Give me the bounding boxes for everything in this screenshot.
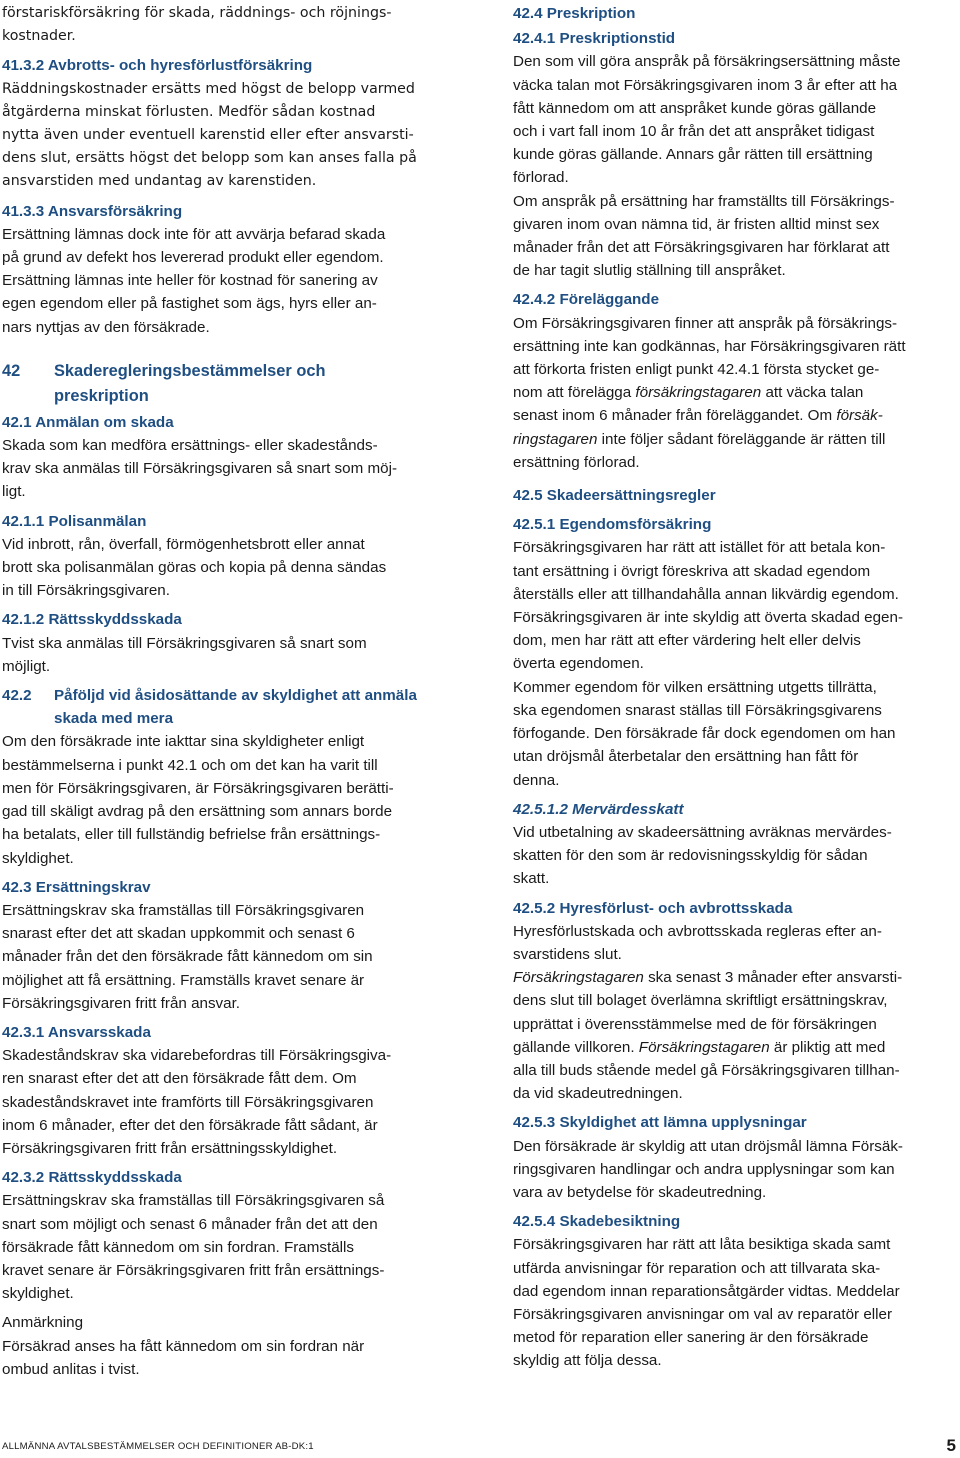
text-line: Försäkrad anses ha fått kännedom om sin fordran när xyxy=(2,1337,365,1355)
text-line: Tvist ska anmälas till Försäkringsgivaren så snart som xyxy=(2,634,367,652)
section-heading-42 xyxy=(2,359,452,409)
text-line: Ersättning lämnas dock inte för att avvärja befarad skada xyxy=(2,225,386,243)
text-line: ha betalats, eller till fullständig befrielse från ersättnings- xyxy=(2,826,381,844)
text-fragment: inte följer sådant föreläggande är rätten till xyxy=(597,430,886,448)
heading-42-5-2: 42.5.2 Hyresförlust- och avbrottsskada xyxy=(513,899,793,917)
heading-41-3-2: 41.3.2 Avbrotts- och hyresförlustförsäkring xyxy=(2,57,313,75)
text-line: och i vart fall inom 10 år från det att anspråket tidigast xyxy=(513,123,875,141)
text-line: nytta även under eventuell karenstid eller efter ansvarsti- xyxy=(2,127,414,144)
text-line: in till Försäkringsgivaren. xyxy=(2,582,170,600)
section-title xyxy=(54,359,325,409)
text-line: Försäkringsgivaren har rätt att låta besiktiga skada samt xyxy=(513,1236,891,1254)
text-line: Om Försäkringsgivaren finner att anspråk på försäkrings- xyxy=(513,314,898,332)
text-line: svarstidens slut. xyxy=(513,945,622,963)
text-line: skyldighet. xyxy=(2,1285,74,1303)
text-line: krav ska anmälas till Försäkringsgivaren så snart som möj- xyxy=(2,460,398,478)
text-line: ombud anlitas i tvist. xyxy=(2,1360,140,1378)
heading-42-5: 42.5 Skadeersättningsregler xyxy=(513,487,716,505)
title-line: Skaderegleringsbestämmelser och xyxy=(54,361,326,380)
text-line: Ersättning lämnas inte heller för kostnad för sanering av xyxy=(2,272,378,290)
paragraph xyxy=(2,1189,452,1305)
page-number: 5 xyxy=(946,1436,956,1455)
text-line: vara av betydelse för skadeutredning. xyxy=(513,1183,767,1201)
text-line: fått kännedom om att anspråket kunde göras gällande xyxy=(513,99,877,117)
heading-42-5-1: 42.5.1 Egendomsförsäkring xyxy=(513,516,712,534)
title-line: preskription xyxy=(54,386,149,405)
paragraph xyxy=(2,730,452,869)
paragraph xyxy=(513,920,958,966)
text-line: möjlighet att få ersättning. Framställs kravet senare är xyxy=(2,971,365,989)
text-line: nars nyttjas av den försäkrade. xyxy=(2,318,210,336)
text-line: Vid inbrott, rån, överfall, förmögenhetsbrott eller annat xyxy=(2,535,365,553)
text-line: Hyresförlustskada och avbrottsskada regleras efter an- xyxy=(513,922,882,940)
left-column xyxy=(2,2,452,1381)
paragraph xyxy=(513,966,958,1105)
heading-42-4-1: 42.4.1 Preskriptionstid xyxy=(513,30,676,48)
italic-term: försäkringstagaren xyxy=(635,384,762,402)
heading-42-5-3: 42.5.3 Skyldighet att lämna upplysningar xyxy=(513,1114,807,1132)
text-line: månader från det den försäkrade fått kännedom om sin xyxy=(2,948,373,966)
paragraph xyxy=(2,2,452,48)
italic-term: försäk- xyxy=(836,407,883,425)
text-line: dens slut, ersätts högst det belopp som kan anses falla på xyxy=(2,150,417,167)
heading-42-3-2: 42.3.2 Rättsskyddsskada xyxy=(2,1169,182,1187)
text-line: ren snarast efter det att den försäkrade fått dem. Om xyxy=(2,1070,357,1088)
paragraph xyxy=(2,899,452,1015)
paragraph xyxy=(2,269,452,339)
text-line: upprättat i överensstämmelse med de för försäkringen xyxy=(513,1015,877,1033)
text-line: månader från det att Försäkringsgivaren har förklarat att xyxy=(513,239,890,257)
note-label: Anmärkning xyxy=(2,1314,84,1332)
text-line: försäkrade fått kännedom om sin fordran. Framställs xyxy=(2,1238,354,1256)
text-line: ansvarstiden med undantag av karenstiden. xyxy=(2,173,317,190)
text-line: Ersättningskrav ska framställas till Försäkringsgivaren så xyxy=(2,1192,385,1210)
heading-42-4-2: 42.4.2 Föreläggande xyxy=(513,291,660,309)
text-fragment: senast inom 6 månader från föreläggandet. Om xyxy=(513,407,837,425)
text-line: skyldig att följa dessa. xyxy=(513,1352,662,1370)
text-line: möjligt. xyxy=(2,657,51,675)
paragraph xyxy=(513,190,958,283)
text-line: Om anspråk på ersättning har framställts till Försäkrings- xyxy=(513,192,895,210)
italic-term: ringstagaren xyxy=(513,430,598,448)
text-line: de har tagit slutlig ställning till anspråket. xyxy=(513,262,786,280)
text-line: Försäkringsgivaren är inte skyldig att överta skadad egen- xyxy=(513,609,904,627)
text-line: ringsgivaren handlingar och andra upplysningar som kan xyxy=(513,1160,895,1178)
text-line: kostnader. xyxy=(2,28,76,45)
text-line: kravet senare är Försäkringsgivaren fritt från ersättnings- xyxy=(2,1261,385,1279)
text-line: väcka talan mot Försäkringsgivaren inom 3 år efter att ha xyxy=(513,76,898,94)
text-line: Försäkringsgivaren fritt från ansvar. xyxy=(2,994,241,1012)
text-line: förlorad. xyxy=(513,169,569,187)
text-line: metod för reparation eller sanering är den försäkrade xyxy=(513,1329,869,1347)
paragraph xyxy=(513,676,958,792)
text-line: åtgärderna minskat förlusten. Medför sådan kostnad xyxy=(2,103,376,120)
text-line: Försäkringsgivaren fritt från ersättningsskyldighet. xyxy=(2,1139,338,1157)
paragraph xyxy=(2,1044,452,1160)
heading-42-3: 42.3 Ersättningskrav xyxy=(2,878,151,896)
text-line: inom 6 månader, efter det den försäkrade fått sådant, är xyxy=(2,1116,378,1134)
heading-41-3-3: 41.3.3 Ansvarsförsäkring xyxy=(2,202,183,220)
paragraph xyxy=(2,533,452,603)
text-line: Försäkringsgivaren anvisningar om val av reparatör eller xyxy=(513,1305,893,1323)
text-line: Den försäkrade är skyldig att utan dröjsmål lämna Försäk- xyxy=(513,1137,903,1155)
text-line: egen egendom eller på fastighet som ägs, hyrs eller an- xyxy=(2,295,377,313)
text-line: förfogande. Den försäkrade får dock egendomen om han xyxy=(513,725,896,743)
italic-term: Försäkringstagaren xyxy=(638,1038,770,1056)
text-line: ersättning förlorad. xyxy=(513,453,640,471)
text-line: skadeståndskravet inte framförts till Försäkringsgivaren xyxy=(2,1093,374,1111)
text-line: Skada som kan medföra ersättnings- eller skadestånds- xyxy=(2,437,378,455)
page-footer xyxy=(2,1436,956,1458)
text-line: Skadeståndskrav ska vidarebefordras till Försäkringsgiva- xyxy=(2,1047,392,1065)
text-line: snarast efter det att skadan uppkommit och senast 6 xyxy=(2,925,355,943)
text-fragment: ska senast 3 månader efter ansvarsti- xyxy=(643,969,903,987)
text-fragment: att väcka talan xyxy=(761,384,864,402)
text-line: dom, men har rätt att efter värdering helt eller delvis xyxy=(513,632,861,650)
text-line: ersättning inte kan godkännas, har Försäkringsgivaren rätt xyxy=(513,337,906,355)
heading-42-4: 42.4 Preskription xyxy=(513,5,636,22)
paragraph xyxy=(513,1233,958,1372)
paragraph xyxy=(2,632,452,678)
text-line: tant ersättning i övrigt föreskriva att skadad egendom xyxy=(513,562,871,580)
heading-42-3-1: 42.3.1 Ansvarsskada xyxy=(2,1023,151,1041)
text-line: Försäkringsgivaren har rätt att istället för att betala kon- xyxy=(513,539,886,557)
text-line: skatten för den som är redovisningsskyldig för sådan xyxy=(513,847,868,865)
text-line: da vid skadeutredningen. xyxy=(513,1085,683,1103)
paragraph xyxy=(513,536,958,675)
text-line: Kommer egendom för vilken ersättning utgetts tillrätta, xyxy=(513,678,877,696)
paragraph xyxy=(513,821,958,891)
text-line: ligt. xyxy=(2,483,26,501)
text-line: Räddningskostnader ersätts med högst de belopp varmed xyxy=(2,80,415,97)
text-line: alla till buds stående medel gå Försäkringsgivaren tillhan- xyxy=(513,1061,900,1079)
text-fragment: gällande villkoren. xyxy=(513,1038,639,1056)
paragraph xyxy=(2,434,452,504)
text-line: förstariskförsäkring för skada, räddnings- och röjnings- xyxy=(2,5,392,21)
text-line: givaren inom ovan nämna tid, är fristen alltid minst sex xyxy=(513,215,880,233)
paragraph xyxy=(2,1335,452,1381)
section-title xyxy=(54,684,417,730)
text-line: Vid utbetalning av skadeersättning avräknas mervärdes- xyxy=(513,823,892,841)
paragraph xyxy=(2,223,452,269)
text-line: att förkorta fristen enligt punkt 42.4.1 första stycket ge- xyxy=(513,361,880,379)
text-line: brott ska polisanmälan göras och kopia på denna sändas xyxy=(2,559,387,577)
right-column xyxy=(513,2,958,1373)
text-line: gad till skäligt avdrag på den ersättning som annars borde xyxy=(2,803,393,821)
text-line: utan dröjsmål återbetalar den ersättning han fått för xyxy=(513,748,859,766)
italic-term: Försäkringstagaren xyxy=(513,969,644,987)
text-line: denna. xyxy=(513,771,560,789)
paragraph xyxy=(513,1135,958,1205)
heading-42-2 xyxy=(2,684,452,730)
text-fragment: är pliktig att med xyxy=(769,1038,886,1056)
text-line: snart som möjligt och senast 6 månader från det att den xyxy=(2,1215,378,1233)
heading-42-1: 42.1 Anmälan om skada xyxy=(2,413,174,431)
title-line: skada med mera xyxy=(54,710,174,728)
title-line: Påföljd vid åsidosättande av skyldighet att anmäla xyxy=(54,687,417,705)
heading-42-5-1-2: 42.5.1.2 Mervärdesskatt xyxy=(513,800,684,818)
text-line: skatt. xyxy=(513,870,550,888)
text-line: dens slut till bolaget överlämna skriftligt ersättningskrav, xyxy=(513,992,888,1010)
heading-42-5-4: 42.5.4 Skadebesiktning xyxy=(513,1213,681,1231)
text-line: utfärda anvisningar för reparation och att tillvarata ska- xyxy=(513,1259,881,1277)
text-line: men för Försäkringsgivaren, är Försäkringsgivaren berätti- xyxy=(2,779,394,797)
section-number: 42 xyxy=(2,361,21,380)
heading-42-1-2: 42.1.2 Rättsskyddsskada xyxy=(2,611,182,629)
text-fragment: nom att förelägga xyxy=(513,384,636,402)
text-line: ska egendomen snarast ställas till Försäkringsgivarens xyxy=(513,701,882,719)
heading-42-1-1: 42.1.1 Polisanmälan xyxy=(2,512,147,530)
text-line: återställs eller att tillhandahålla annan likvärdig egendom. xyxy=(513,585,899,603)
text-line: överta egendomen. xyxy=(513,655,644,673)
text-line: på grund av defekt hos levererad produkt eller egendom. xyxy=(2,249,384,267)
paragraph xyxy=(513,50,958,189)
paragraph xyxy=(2,78,452,194)
paragraph xyxy=(513,312,958,474)
text-line: dad egendom innan reparationsåtgärder vidtas. Meddelar xyxy=(513,1282,900,1300)
text-line: skyldighet. xyxy=(2,849,74,867)
text-line: bestämmelserna i punkt 42.1 och om det kan ha varit till xyxy=(2,756,378,774)
section-number: 42.2 xyxy=(2,687,32,705)
footer-title: ALLMÄNNA AVTALSBESTÄMMELSER OCH DEFINITIONER AB-DK:1 xyxy=(2,1441,314,1452)
text-line: Om den försäkrade inte iakttar sina skyldigheter enligt xyxy=(2,733,365,751)
text-line: kunde göras gällande. Annars går rätten till ersättning xyxy=(513,146,873,164)
text-line: Den som vill göra anspråk på försäkringsersättning måste xyxy=(513,53,901,71)
text-line: Ersättningskrav ska framställas till Försäkringsgivaren xyxy=(2,901,365,919)
